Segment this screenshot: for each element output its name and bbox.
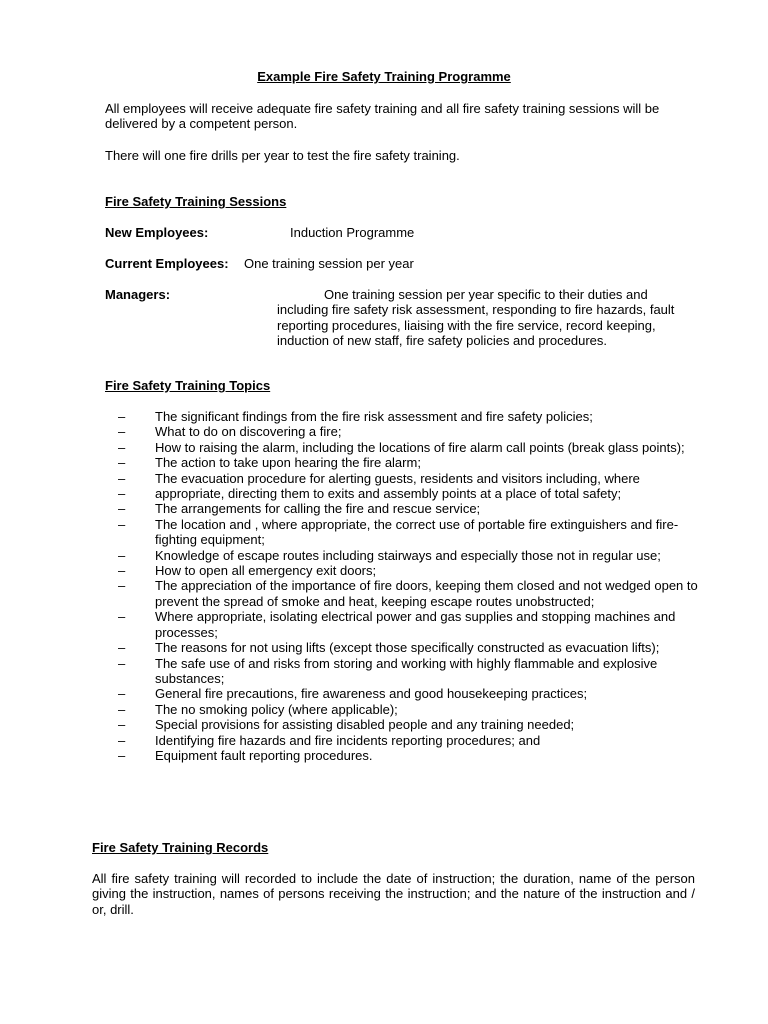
intro-paragraph-2: There will one fire drills per year to test the fire safety training.	[105, 148, 460, 163]
topic-text: Identifying fire hazards and fire incidents reporting procedures; and	[155, 732, 541, 748]
topic-item	[118, 409, 705, 424]
bullet-dash: –	[118, 732, 126, 748]
bullet-dash: –	[118, 455, 126, 471]
topic-text: Special provisions for assisting disabled people and any training needed;	[155, 717, 575, 733]
topic-text: Knowledge of escape routes including stairways and especially those not in regular use;	[155, 547, 661, 563]
topic-item	[118, 424, 705, 439]
bullet-dash: –	[118, 516, 126, 532]
topic-item	[118, 748, 705, 763]
topic-item	[118, 656, 705, 687]
current-employees-label: Current Employees:	[105, 256, 229, 271]
topic-item	[118, 455, 705, 470]
topic-text: The no smoking policy (where applicable);	[155, 701, 398, 717]
bullet-dash: –	[118, 747, 126, 763]
current-employees-value: One training session per year	[244, 256, 414, 271]
bullet-dash: –	[118, 486, 126, 502]
bullet-dash: –	[118, 701, 126, 717]
topic-item	[118, 717, 705, 732]
topic-text: The significant findings from the fire risk assessment and fire safety policies;	[155, 409, 593, 424]
topic-item	[118, 501, 705, 516]
topic-text: How to raising the alarm, including the locations of fire alarm call points (break glass points);	[155, 439, 685, 455]
topic-item	[118, 733, 705, 748]
topic-text: The evacuation procedure for alerting guests, residents and visitors including, where	[155, 470, 640, 486]
topic-text: The reasons for not using lifts (except those specifically constructed as evacuation lifts);	[155, 640, 660, 656]
topic-text: General fire precautions, fire awareness and good housekeeping practices;	[155, 686, 588, 702]
topic-item	[118, 640, 705, 655]
records-paragraph: All fire safety training will recorded to include the date of instruction; the duration, name of the person giving the instruction, names of persons receiving the instruction; and the nature of the instruction and / or, drill.	[92, 871, 695, 917]
bullet-dash: –	[118, 578, 126, 594]
topic-text: appropriate, directing them to exits and assembly points at a place of total safety;	[155, 486, 622, 502]
managers-label: Managers:	[105, 287, 171, 302]
bullet-dash: –	[118, 640, 126, 656]
sessions-heading: Fire Safety Training Sessions	[105, 194, 287, 209]
topic-item	[118, 686, 705, 701]
document-title: Example Fire Safety Training Programme	[257, 69, 511, 84]
topic-item	[118, 548, 705, 563]
topics-heading: Fire Safety Training Topics	[105, 378, 271, 393]
topic-text: The safe use of and risks from storing and working with highly flammable and explosive substances;	[155, 655, 658, 686]
topic-item	[118, 517, 705, 548]
topic-item	[118, 702, 705, 717]
topics-list	[118, 409, 705, 763]
new-employees-value: Induction Programme	[290, 225, 415, 240]
topic-item	[118, 609, 705, 640]
bullet-dash: –	[118, 439, 126, 455]
bullet-dash: –	[118, 424, 126, 440]
topic-item	[118, 440, 705, 455]
records-heading: Fire Safety Training Records	[92, 840, 269, 855]
managers-value: One training session per year specific to their duties and including fire safety risk assessment, responding to fire hazards, fault reporting procedures, liaising with the fire service, record keeping, induction of new staff, fire safety policies and procedures.	[277, 287, 675, 349]
topic-text: The appreciation of the importance of fire doors, keeping them closed and not wedged open to prevent the spread of smoke and heat, keeping escape routes unobstructed;	[155, 578, 698, 609]
topic-text: What to do on discovering a fire;	[155, 424, 342, 440]
topic-item	[118, 578, 705, 609]
bullet-dash: –	[118, 563, 126, 579]
topic-text: The action to take upon hearing the fire alarm;	[155, 455, 421, 471]
topic-text: Equipment fault reporting procedures.	[155, 747, 373, 763]
bullet-dash: –	[118, 686, 126, 702]
topic-text: The location and , where appropriate, the correct use of portable fire extinguishers and fire-fighting equipment;	[155, 516, 679, 548]
bullet-dash: –	[118, 717, 126, 733]
bullet-dash: –	[118, 547, 126, 563]
topic-item	[118, 486, 705, 501]
bullet-dash: –	[118, 609, 126, 625]
topic-item	[118, 471, 705, 486]
bullet-dash: –	[118, 501, 126, 517]
topic-text: Where appropriate, isolating electrical power and gas supplies and stopping machines and processes;	[155, 609, 676, 640]
topic-text: How to open all emergency exit doors;	[155, 563, 377, 579]
topic-item	[118, 563, 705, 578]
bullet-dash: –	[118, 409, 126, 424]
bullet-dash: –	[118, 470, 126, 486]
new-employees-label: New Employees:	[105, 225, 209, 240]
intro-paragraph-1: All employees will receive adequate fire safety training and all fire safety training sessions will be delivered by a competent person.	[105, 101, 660, 132]
bullet-dash: –	[118, 655, 126, 671]
topic-text: The arrangements for calling the fire and rescue service;	[155, 501, 481, 517]
